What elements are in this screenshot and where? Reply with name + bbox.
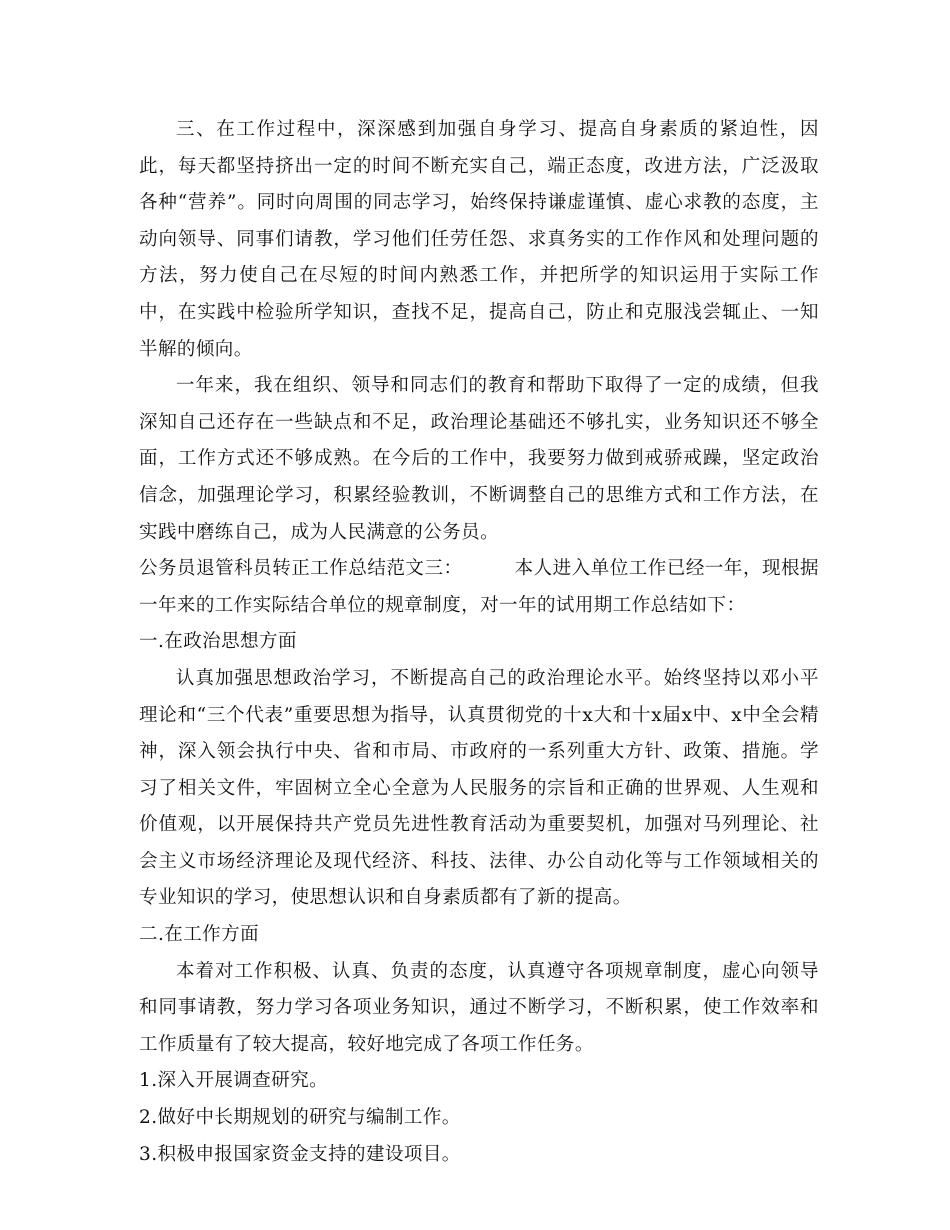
list-item-planning: 2.做好中长期规划的研究与编制工作。 <box>139 1107 461 1129</box>
section-title: 公务员退管科员转正工作总结范文三： <box>139 558 463 580</box>
heading-work: 二.在工作方面 <box>139 924 260 946</box>
list-item-research: 1.深入开展调查研究。 <box>139 1070 329 1092</box>
list-item-projects: 3.积极申报国家资金支持的建设项目。 <box>139 1143 461 1165</box>
document-body <box>139 112 819 1173</box>
heading-political-thought: 一.在政治思想方面 <box>139 631 297 653</box>
section-intro: 本人进入单位工作已经一年，现根据一年来的工作实际结合单位的规章制度，对一年的试用期工作总结如下： <box>139 558 819 616</box>
paragraph-political-study: 认真加强思想政治学习，不断提高自己的政治理论水平。始终坚持以邓小平理论和“三个代表”重要思想为指导，认真贯彻党的十x大和十x届x中、x中全会精神，深入领会执行中央、省和市局、市政府的一系列重大方针、政策、措施。学习了相关文件，牢固树立全心全意为人民服务的宗旨和正确的世界观、人生观和价值观，以开展保持共产党员先进性教育活动为重要契机，加强对马列理论、社会主义市场经济理论及现代经济、科技、法律、办公自动化等与工作领域相关的专业知识的学习，使思想认识和自身素质都有了新的提高。 <box>139 667 819 909</box>
paragraph-work-attitude: 本着对工作积极、认真、负责的态度，认真遵守各项规章制度，虚心向领导和同事请教，努力学习各项业务知识，通过不断学习，不断积累，使工作效率和工作质量有了较大提高，较好地完成了各项工作任务。 <box>139 960 819 1055</box>
paragraph-year-review: 一年来，我在组织、领导和同志们的教育和帮助下取得了一定的成绩，但我深知自己还存在一些缺点和不足，政治理论基础还不够扎实，业务知识还不够全面，工作方式还不够成熟。在今后的工作中，我要努力做到戒骄戒躁，坚定政治信念，加强理论学习，积累经验教训，不断调整自己的思维方式和工作方法，在实践中磨练自己，成为人民满意的公务员。 <box>139 375 819 543</box>
paragraph-section-three <box>139 551 819 624</box>
paragraph-self-study: 三、在工作过程中，深深感到加强自身学习、提高自身素质的紧迫性，因此，每天都坚持挤出一定的时间不断充实自己，端正态度，改进方法，广泛汲取各种“营养”。同时向周围的同志学习，始终保持谦虚谨慎、虚心求教的态度，主动向领导、同事们请教，学习他们任劳任怨、求真务实的工作作风和处理问题的方法，努力使自己在尽短的时间内熟悉工作，并把所学的知识运用于实际工作中，在实践中检验所学知识，查找不足，提高自己，防止和克服浅尝辄止、一知半解的倾向。 <box>139 119 819 360</box>
